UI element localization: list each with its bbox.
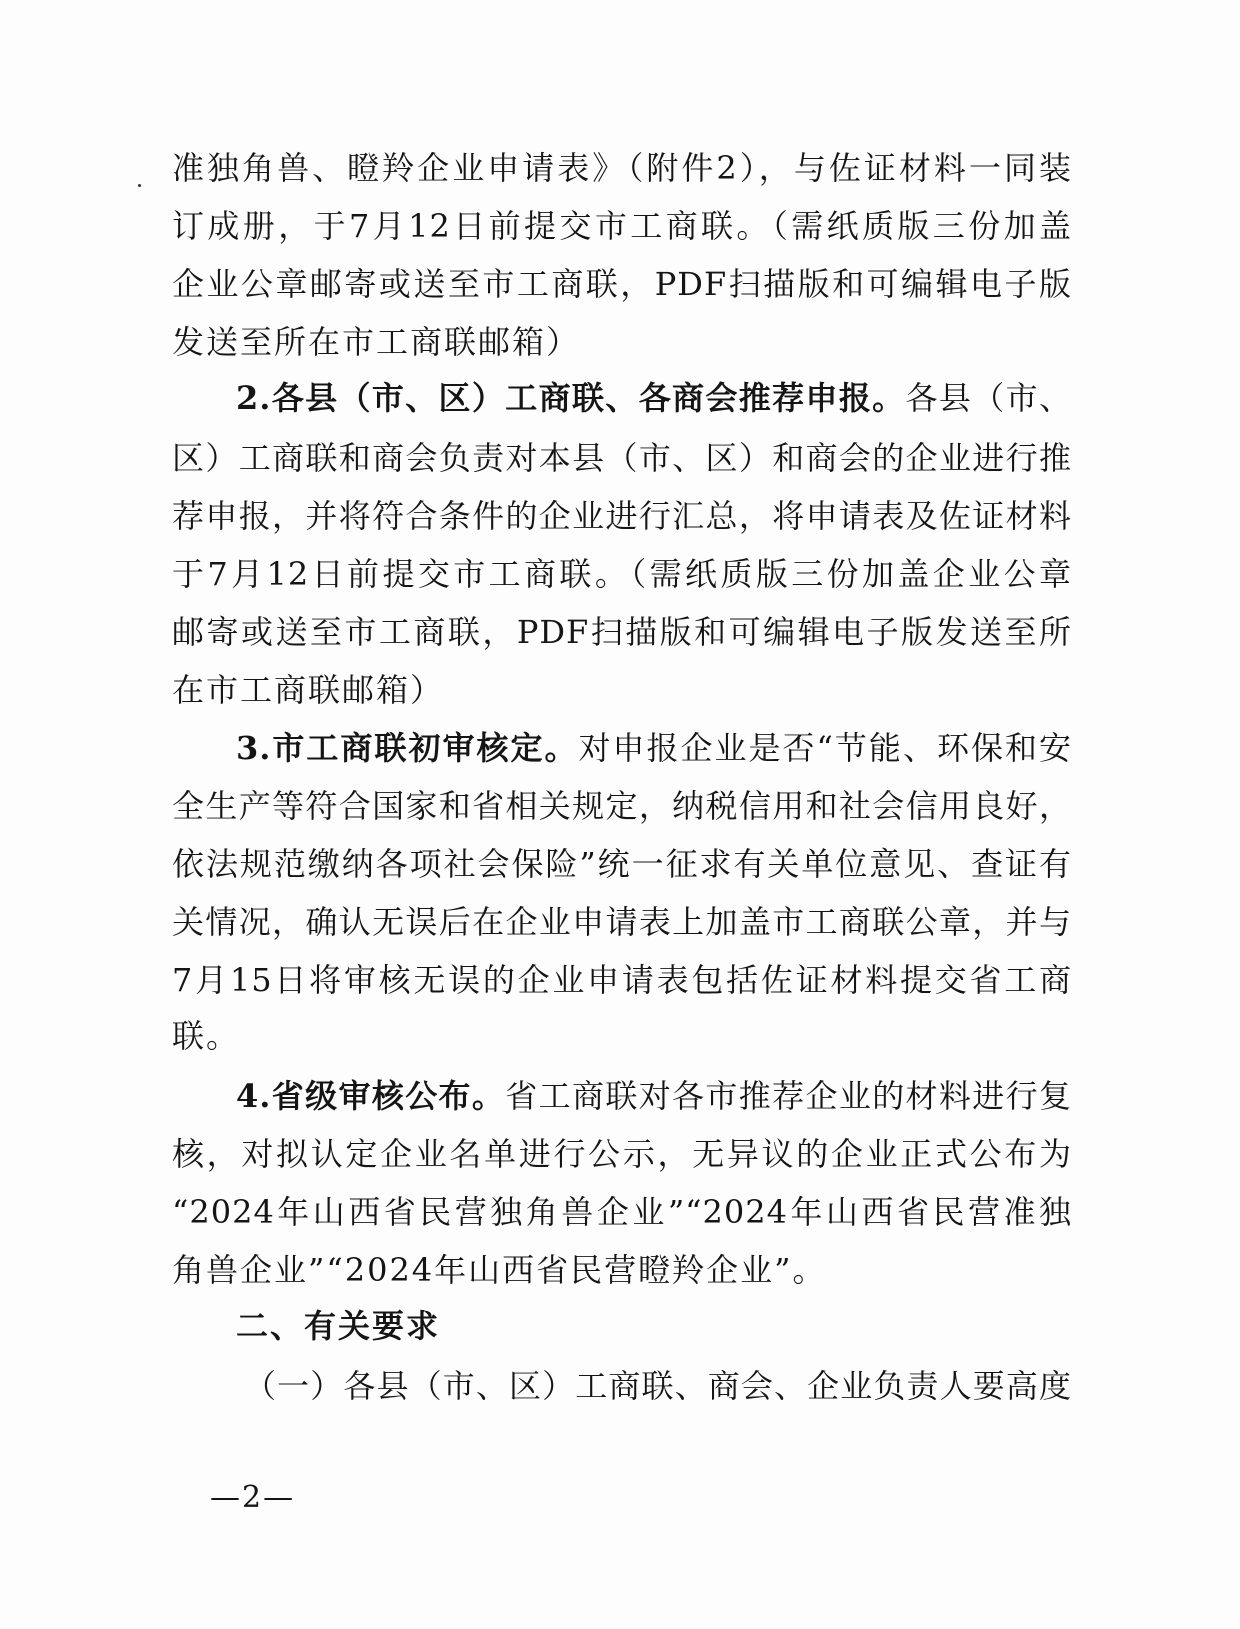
body-line: 荐申报，并将符合条件的企业进行汇总，将申请表及佐证材料 [172,497,1072,535]
body-line: 联。 [172,1017,241,1055]
item-3-heading: 3.市工商联初审核定。 [236,729,579,767]
section-two-title: 二、有关要求 [236,1307,441,1345]
item-2-first-line [236,368,1072,428]
scan-speck [138,184,141,187]
body-line: 订成册，于7月12日前提交市工商联。（需纸质版三份加盖 [172,207,1072,245]
item-2-heading: 2.各县（市、区）工商联、各商会推荐申报。 [236,379,906,417]
body-line: 发送至所在市工商联邮箱） [172,323,581,361]
body-line: 于7月12日前提交市工商联。（需纸质版三份加盖企业公章 [172,555,1072,593]
item-3-first-tail: 对申报企业是否“节能、环保和安 [578,729,1072,767]
item-3-first-line [236,718,1072,778]
body-line: 区）工商联和商会负责对本县（市、区）和商会的企业进行推 [172,439,1072,477]
section-two-first-line: （一）各县（市、区）工商联、商会、企业负责人要高度 [244,1367,1072,1405]
body-line: 角兽企业”“2024年山西省民营瞪羚企业”。 [172,1251,827,1289]
body-line: 全生产等符合国家和省相关规定，纳税信用和社会信用良好， [172,787,1072,825]
body-line: 在市工商联邮箱） [172,671,445,709]
item-4-first-line [236,1066,1072,1126]
body-line: 7月15日将审核无误的企业申请表包括佐证材料提交省工商 [172,961,1072,999]
body-line: 关情况，确认无误后在企业申请表上加盖市工商联公章，并与 [172,903,1072,941]
item-4-first-tail: 省工商联对各市推荐企业的材料进行复 [505,1077,1072,1115]
body-line: 邮寄或送至市工商联，PDF扫描版和可编辑电子版发送至所 [172,613,1072,651]
item-4-heading: 4.省级审核公布。 [236,1077,506,1115]
body-line: 依法规范缴纳各项社会保险”统一征求有关单位意见、查证有 [172,845,1072,883]
page-number: —2— [210,1480,296,1515]
body-line: 核，对拟认定企业名单进行公示，无异议的企业正式公布为 [172,1135,1072,1173]
body-line: 企业公章邮寄或送至市工商联，PDF扫描版和可编辑电子版 [172,265,1072,303]
body-line: 准独角兽、瞪羚企业申请表》（附件2），与佐证材料一同装 [172,149,1072,187]
item-2-first-tail: 各县（市、 [905,379,1072,417]
body-line: “2024年山西省民营独角兽企业”“2024年山西省民营准独 [172,1193,1072,1231]
